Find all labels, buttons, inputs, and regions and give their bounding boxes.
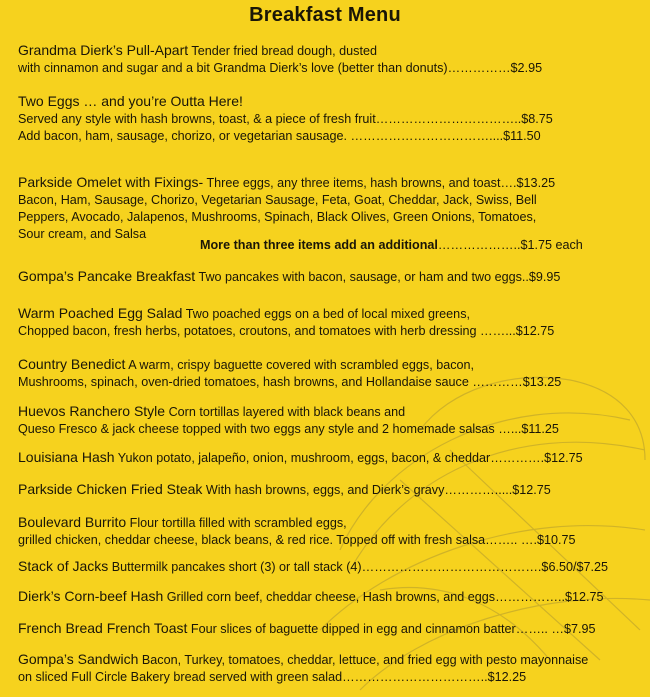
item-description: Buttermilk pancakes short (3) or tall stack (4)…………………………………….$6.50/$7.25 — [108, 560, 608, 574]
item-name: Huevos Ranchero Style — [18, 403, 166, 419]
item-name: Dierk’s Corn-beef Hash — [18, 588, 164, 604]
item-description: with cinnamon and sugar and a bit Grandma Dierk’s love (better than donuts)……………$2.95 — [18, 61, 543, 75]
menu-item-poached-egg-salad — [18, 305, 644, 340]
item-name: Stack of Jacks — [18, 558, 109, 574]
item-description: Add bacon, ham, sausage, chorizo, or vegetarian sausage. ……………………………....$11.50 — [18, 129, 541, 143]
item-description: Queso Fresco & jack cheese topped with two eggs any style and 2 homemade salsas …...$11.25 — [18, 422, 559, 436]
item-name: Two Eggs … and you’re Outta Here! — [18, 93, 243, 109]
menu-item-parkside-omelet — [18, 174, 644, 243]
item-description: Chopped bacon, fresh herbs, potatoes, croutons, and tomatoes with herb dressing ……...$12.75 — [18, 324, 555, 338]
menu-item-french-toast — [18, 620, 644, 638]
item-description: Grilled corn beef, cheddar cheese, Hash browns, and eggs……………..$12.75 — [163, 590, 604, 604]
item-description: Three eggs, any three items, hash browns, and toast….$13.25 — [203, 176, 556, 190]
item-description: Peppers, Avocado, Jalapenos, Mushrooms, Spinach, Black Olives, Green Onions, Tomatoes, — [18, 210, 537, 224]
item-name: Parkside Chicken Fried Steak — [18, 481, 203, 497]
item-description: Two pancakes with bacon, sausage, or ham and two eggs..$9.95 — [195, 270, 561, 284]
item-description: Bacon, Turkey, tomatoes, cheddar, lettuce, and fried egg with pesto mayonnaise — [138, 653, 589, 667]
menu-item-gompa-sandwich — [18, 651, 644, 686]
item-name: Grandma Dierk’s Pull-Apart — [18, 42, 189, 58]
menu-item-country-benedict — [18, 356, 644, 391]
item-description: Served any style with hash browns, toast, & a piece of fresh fruit……………………………..$8.75 — [18, 112, 553, 126]
extra-label: More than three items add an additional — [200, 238, 438, 252]
menu-item-gompa-pancake — [18, 268, 644, 286]
menu-item-grandma-pull-apart — [18, 42, 644, 77]
item-description: With hash browns, eggs, and Dierk’s gravy………….....$12.75 — [202, 483, 551, 497]
item-description: Tender fried bread dough, dusted — [188, 44, 377, 58]
extra-price: ………………..$1.75 each — [437, 238, 583, 252]
item-name: Country Benedict — [18, 356, 126, 372]
item-name: Gompa’s Pancake Breakfast — [18, 268, 196, 284]
item-description: Sour cream, and Salsa — [18, 227, 147, 241]
menu-item-boulevard-burrito — [18, 514, 644, 549]
item-description: on sliced Full Circle Bakery bread served with green salad……………………………..$12.25 — [18, 670, 527, 684]
item-description: grilled chicken, cheddar cheese, black beans, & red rice. Topped off with fresh salsa…….. ….$10.75 — [18, 533, 576, 547]
item-name: Parkside Omelet with Fixings- — [18, 174, 204, 190]
item-description: Corn tortillas layered with black beans and — [165, 405, 406, 419]
item-name: Gompa’s Sandwich — [18, 651, 139, 667]
item-description: Yukon potato, jalapeño, onion, mushroom, eggs, bacon, & cheddar………….$12.75 — [114, 451, 583, 465]
item-description: Two poached eggs on a bed of local mixed greens, — [182, 307, 470, 321]
item-description: Flour tortilla filled with scrambled eggs, — [126, 516, 347, 530]
menu-item-corn-beef-hash — [18, 588, 644, 606]
menu-title: Breakfast Menu — [249, 4, 401, 26]
menu-item-two-eggs — [18, 93, 644, 145]
item-name: Louisiana Hash — [18, 449, 115, 465]
menu-item-chicken-fried-steak — [18, 481, 644, 499]
menu-item-stack-of-jacks — [18, 558, 644, 576]
menu-item-huevos-ranchero — [18, 403, 644, 438]
item-description: Four slices of baguette dipped in egg and cinnamon batter…….. …$7.95 — [187, 622, 596, 636]
item-name: French Bread French Toast — [18, 620, 188, 636]
menu-item-louisiana-hash — [18, 449, 644, 467]
item-name: Boulevard Burrito — [18, 514, 127, 530]
item-description: A warm, crispy baguette covered with scrambled eggs, bacon, — [125, 358, 475, 372]
item-name: Warm Poached Egg Salad — [18, 305, 183, 321]
item-description: Bacon, Ham, Sausage, Chorizo, Vegetarian Sausage, Feta, Goat, Cheddar, Jack, Swiss, Bell — [18, 193, 537, 207]
item-description: Mushrooms, spinach, oven-dried tomatoes, hash browns, and Hollandaise sauce …………$13.25 — [18, 375, 562, 389]
omelet-extra-items — [200, 238, 583, 252]
